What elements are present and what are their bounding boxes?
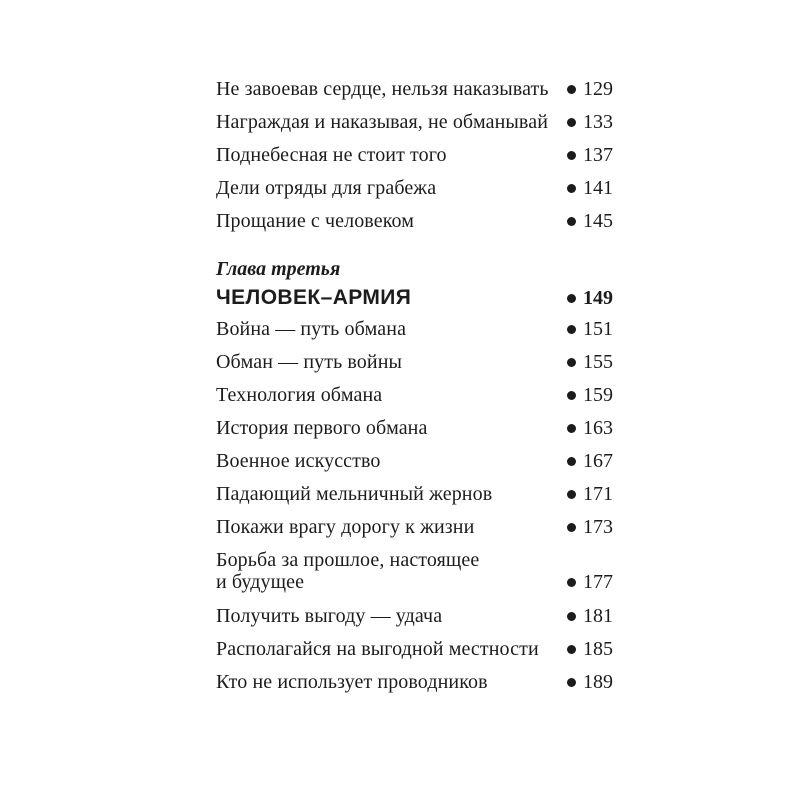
- bullet-icon: [567, 612, 576, 621]
- bullet-icon: [567, 358, 576, 367]
- bullet-icon: [567, 85, 576, 94]
- toc-entry-title: Война — путь обмана: [216, 318, 407, 340]
- chapter-page: 149: [583, 287, 613, 309]
- toc-entry-title: Технология обмана: [216, 384, 383, 406]
- bullet-icon: [567, 391, 576, 400]
- toc-entry-title: Поднебесная не стоит того: [216, 144, 447, 166]
- toc-entry-title: Дели отряды для грабежа: [216, 177, 437, 199]
- toc-entry: [216, 634, 616, 664]
- toc-entry-page: 163: [583, 417, 613, 439]
- toc-entry: [216, 107, 616, 137]
- toc-entry: [216, 667, 616, 697]
- toc-entry-title-line1: Борьба за прошлое, настоящее: [216, 549, 480, 571]
- toc-entry-title: Прощание с человеком: [216, 210, 414, 232]
- toc-entry-page: 137: [583, 144, 613, 166]
- toc-entry-title-line2: и будущее: [216, 571, 305, 593]
- toc-entry: [216, 601, 616, 631]
- toc-entry-title: Не завоевав сердце, нельзя наказывать: [216, 78, 549, 100]
- chapter-title: ЧЕЛОВЕК–АРМИЯ: [216, 286, 412, 309]
- toc-entry-title: Покажи врагу дорогу к жизни: [216, 516, 475, 538]
- bullet-icon: [567, 325, 576, 334]
- toc-entry: [216, 512, 616, 542]
- toc-entry-page: 177: [583, 571, 613, 593]
- bullet-icon: [567, 490, 576, 499]
- toc-entry: [216, 380, 616, 410]
- toc-entry-title: Обман — путь войны: [216, 351, 403, 373]
- toc-entry-title: Кто не использует проводников: [216, 671, 488, 693]
- toc-entry: [216, 206, 616, 236]
- toc-entry: [216, 446, 616, 476]
- bullet-icon: [567, 678, 576, 687]
- toc-entry-page: 151: [583, 318, 613, 340]
- bullet-icon: [567, 151, 576, 160]
- bullet-icon: [567, 645, 576, 654]
- toc-entry-title: Получить выгоду — удача: [216, 605, 443, 627]
- toc-entry-title: Военное искусство: [216, 450, 381, 472]
- bullet-icon: [567, 118, 576, 127]
- toc-entry-page: 145: [583, 210, 613, 232]
- toc-entry-title: Располагайся на выгодной местности: [216, 638, 539, 660]
- toc-entry-title: Падающий мельничный жернов: [216, 483, 493, 505]
- bullet-icon: [567, 578, 576, 587]
- chapter-label-row: [216, 256, 616, 282]
- toc-entry: [216, 74, 616, 104]
- toc-entry-page: 159: [583, 384, 613, 406]
- bullet-icon: [567, 217, 576, 226]
- toc-entry: [216, 347, 616, 377]
- bullet-icon: [567, 294, 576, 303]
- toc-entry-page: 173: [583, 516, 613, 538]
- toc-entry: [216, 413, 616, 443]
- toc-entry-page: 155: [583, 351, 613, 373]
- bullet-icon: [567, 457, 576, 466]
- bullet-icon: [567, 184, 576, 193]
- toc-entry: [216, 314, 616, 344]
- toc-entry-title: Награждая и наказывая, не обманывай: [216, 111, 548, 133]
- toc-entry-page: 129: [583, 78, 613, 100]
- toc-entry-title: История первого обмана: [216, 417, 428, 439]
- chapter-heading: [216, 283, 616, 313]
- toc-entry-page: 181: [583, 605, 613, 627]
- toc-entry: [216, 173, 616, 203]
- toc-entry-page: 189: [583, 671, 613, 693]
- toc-entry-page: 141: [583, 177, 613, 199]
- toc-entry-page: 133: [583, 111, 613, 133]
- bullet-icon: [567, 523, 576, 532]
- toc-entry-page: 167: [583, 450, 613, 472]
- toc-entry-page: 185: [583, 638, 613, 660]
- toc-entry: [216, 567, 616, 597]
- toc-entry: [216, 479, 616, 509]
- toc-entry-page: 171: [583, 483, 613, 505]
- chapter-label: Глава третья: [216, 258, 341, 280]
- bullet-icon: [567, 424, 576, 433]
- toc-entry: [216, 140, 616, 170]
